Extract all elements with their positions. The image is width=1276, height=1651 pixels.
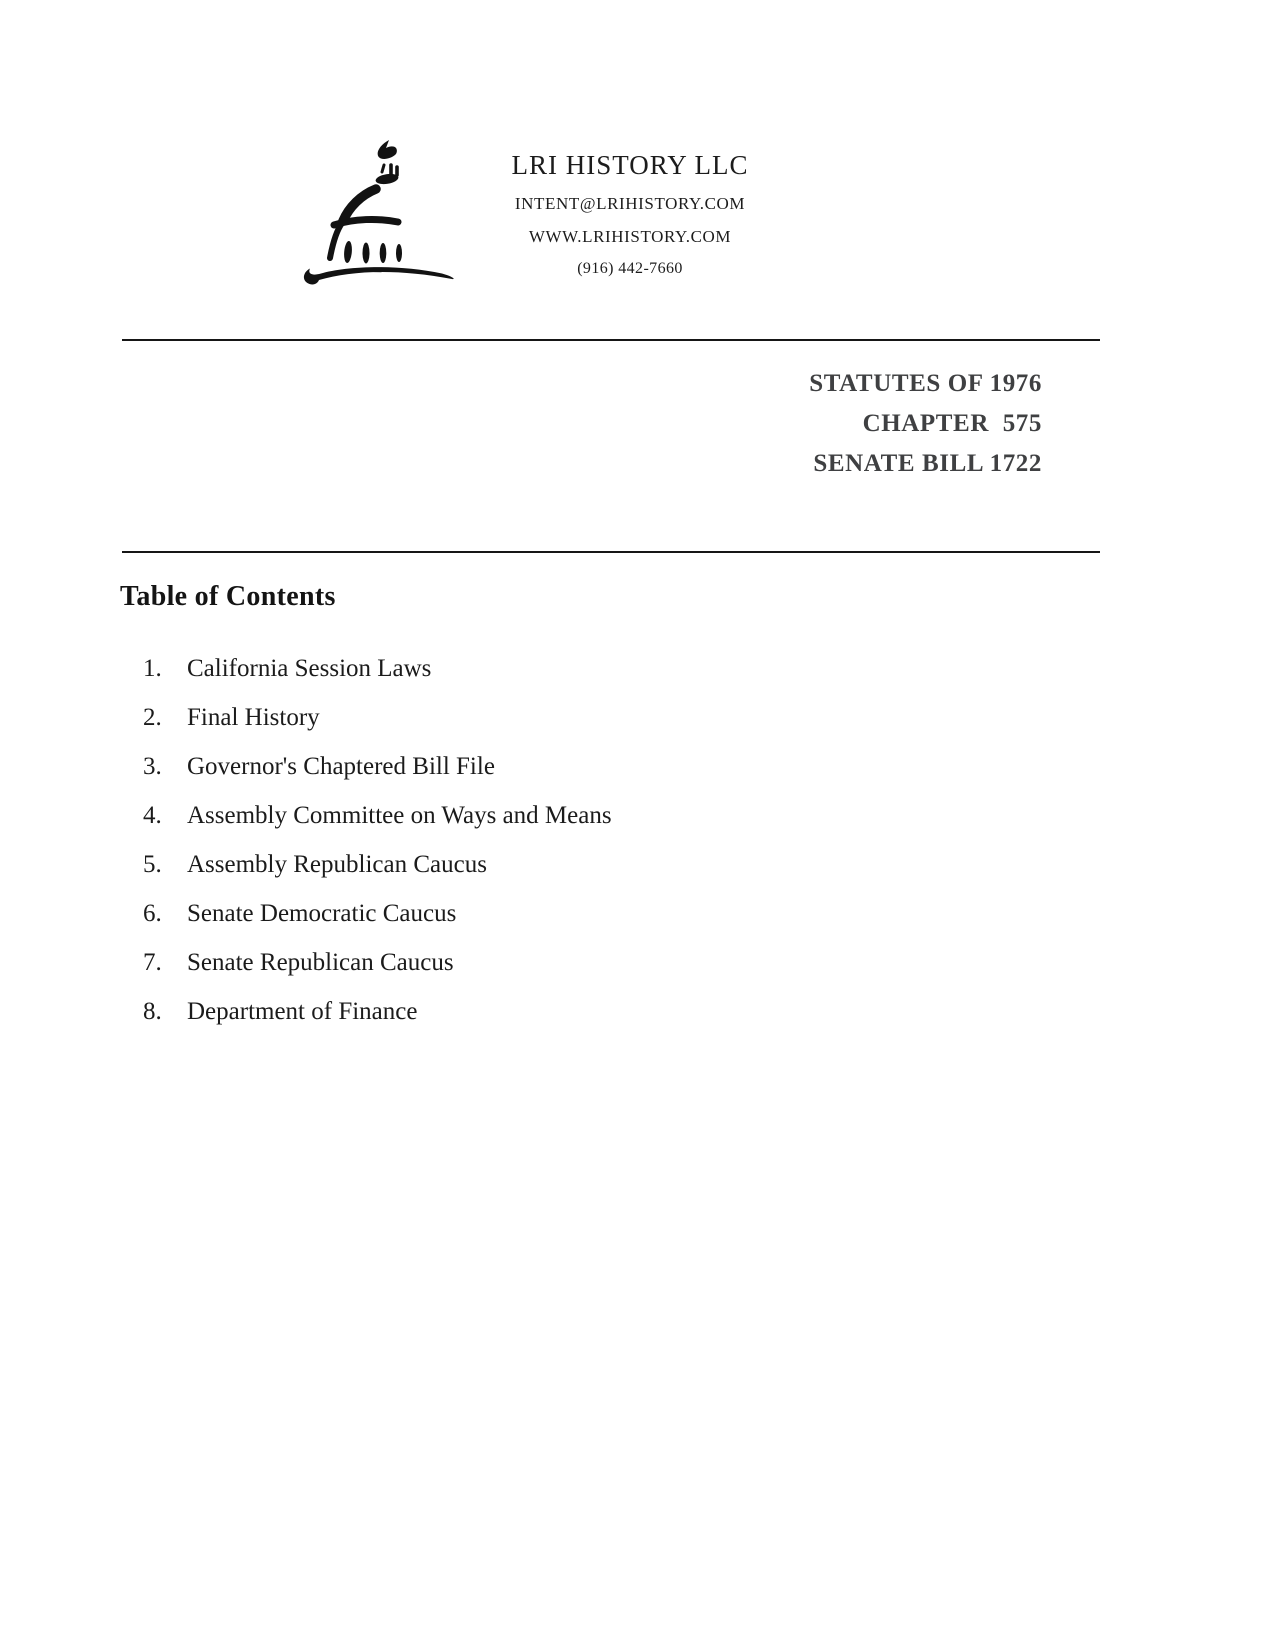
company-phone: (916) 442-7660 [577,260,683,277]
toc-item [143,900,612,927]
company-name: LRI HISTORY LLC [511,150,749,180]
company-email: INTENT@LRIHISTORY.COM [514,194,746,213]
toc-item-label: Governor's Chaptered Bill File [187,753,495,780]
toc-item-number: 5. [143,851,162,878]
toc-item-label: Assembly Committee on Ways and Means [187,802,612,829]
senate-bill-line: SENATE BILL 1722 [813,450,1042,477]
toc-item-number: 4. [143,802,162,829]
divider-bottom [122,551,1100,553]
company-header [452,150,808,278]
toc-item-number: 6. [143,900,162,927]
toc-item [143,802,612,829]
toc-item [143,753,612,780]
toc-item [143,704,612,731]
toc-title: Table of Contents [120,581,336,612]
toc-item-number: 3. [143,753,162,780]
toc-item [143,949,612,976]
statutes-line: STATUTES OF 1976 [809,370,1042,397]
company-website: WWW.LRIHISTORY.COM [528,227,732,246]
toc-item-number: 2. [143,704,162,731]
toc-item-number: 8. [143,998,162,1025]
toc-item-label: California Session Laws [187,655,432,682]
toc-item-number: 1. [143,655,162,682]
toc-item-label: Department of Finance [187,998,418,1025]
toc-item-label: Final History [187,704,320,731]
bill-reference-block [809,364,1042,484]
chapter-line: CHAPTER 575 [862,410,1042,437]
toc-item [143,655,612,682]
toc-list [143,655,612,1047]
toc-item-number: 7. [143,949,162,976]
toc-item-label: Assembly Republican Caucus [187,851,487,878]
toc-item [143,998,612,1025]
capitol-dome-logo-icon [292,128,462,293]
divider-top [122,339,1100,341]
toc-item-label: Senate Democratic Caucus [187,900,457,927]
toc-item-label: Senate Republican Caucus [187,949,454,976]
toc-item [143,851,612,878]
